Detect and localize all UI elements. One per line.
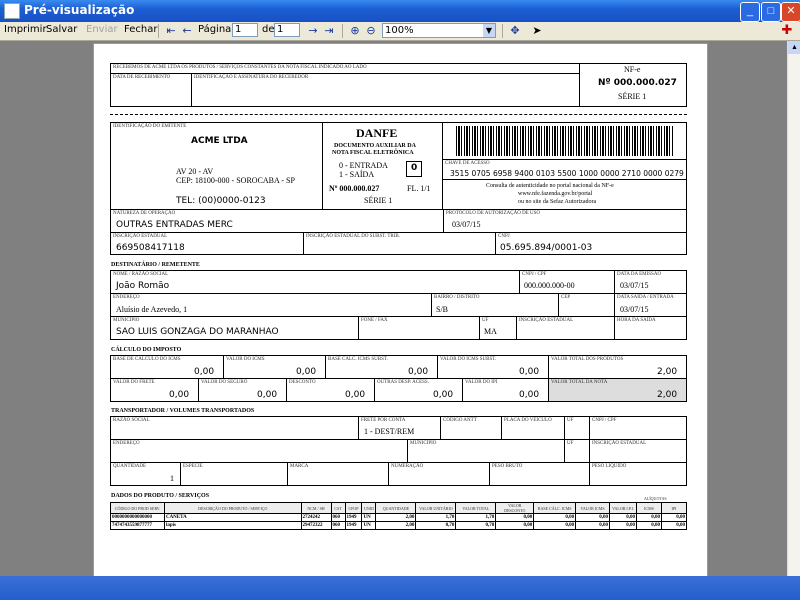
- danfe-sub2: NOTA FISCAL ELETRÔNICA: [332, 150, 414, 156]
- dest-mun-label: MUNICÍPIO: [113, 318, 140, 323]
- ie-valor: 669508417118: [116, 243, 185, 253]
- table-cell: 060: [331, 522, 345, 530]
- save-button[interactable]: Salvar: [46, 24, 78, 35]
- column-header: VALOR ICMS: [576, 503, 610, 514]
- transp-uf2-label: UF: [567, 441, 574, 446]
- assinatura-label: IDENTIFICAÇÃO E ASSINATURA DO RECEBEDOR: [194, 75, 309, 80]
- emitente-nome: ACME LTDA: [191, 136, 248, 146]
- imp1-label: VALOR TOTAL DOS PRODUTOS: [551, 357, 624, 362]
- danfe-entrada: 0 - ENTRADA: [339, 161, 388, 170]
- dest-nome: João Romão: [116, 281, 170, 291]
- table-cell: 0,00: [661, 522, 686, 530]
- zoom-in-icon[interactable]: ⊕: [350, 24, 360, 37]
- aliquotas-label: ALÍQUOTAS: [644, 496, 667, 501]
- dest-endereco: Aluísio de Azevedo, 1: [116, 305, 188, 314]
- canhoto-nfe: NF-e: [624, 65, 641, 74]
- last-page-icon[interactable]: ⇥: [324, 24, 334, 37]
- table-cell: 0,00: [534, 522, 576, 530]
- table-cell: 0,00: [576, 514, 610, 522]
- danfe-page: [93, 43, 708, 576]
- dest-fone-label: FONE / FAX: [361, 318, 388, 323]
- table-cell: 1,70: [456, 514, 496, 522]
- transp-cnpj-label: CNPJ / CPF: [592, 418, 617, 423]
- transp-num-label: NUMERAÇÃO: [391, 464, 424, 469]
- transp-qtd-label: QUANTIDADE: [113, 464, 147, 469]
- danfe-saida: 1 - SAÍDA: [339, 170, 375, 179]
- column-header: IPI: [661, 503, 686, 514]
- dest-saida-label: DATA SAÍDA / ENTRADA: [617, 295, 674, 300]
- emitente-tel: TEL: (00)0000-0123: [176, 196, 266, 206]
- column-header: CFOP: [345, 503, 362, 514]
- danfe-serie: SÉRIE 1: [364, 196, 393, 205]
- column-header: ICMS: [636, 503, 661, 514]
- imp2-value: 0,00: [345, 390, 366, 400]
- consulta-1: Consulta de autenticidade no portal nacional da NF-e: [486, 183, 614, 189]
- taskbar: [0, 576, 800, 600]
- minimize-button[interactable]: _: [740, 2, 760, 22]
- zoom-value: 100%: [385, 25, 414, 36]
- emitente-endereco: AV 20 - AV: [176, 167, 214, 176]
- of-label: de: [262, 24, 275, 35]
- vertical-scrollbar[interactable]: [787, 41, 800, 576]
- table-cell: 2,00: [376, 522, 416, 530]
- column-header: VALOR DESCONTO: [496, 503, 534, 514]
- close-button[interactable]: Fechar: [124, 24, 158, 35]
- consulta-2: www.nfe.fazenda.gov.br/portal: [518, 191, 593, 197]
- table-cell: UN: [362, 522, 376, 530]
- table-cell: 0,70: [456, 522, 496, 530]
- imp1-value: 0,00: [519, 367, 540, 377]
- table-cell: 060: [331, 514, 345, 522]
- dest-uf-label: UF: [482, 318, 489, 323]
- imposto-section: CÁLCULO DO IMPOSTO: [111, 347, 182, 353]
- scroll-up-icon[interactable]: ▲: [788, 41, 800, 54]
- table-cell: 2,00: [376, 514, 416, 522]
- first-page-icon[interactable]: ⇤: [166, 24, 176, 37]
- chevron-down-icon[interactable]: ▼: [483, 24, 495, 37]
- data-receb-label: DATA DE RECEBIMENTO: [113, 75, 171, 80]
- dest-ie-label: INSCRIÇÃO ESTADUAL: [519, 318, 574, 323]
- dest-emissao: 03/07/15: [620, 281, 649, 290]
- dest-cnpj: 000.000.000-00: [524, 281, 575, 290]
- dest-bairro: S/B: [436, 305, 449, 314]
- table-row: [111, 514, 687, 522]
- toolbar-separator: [158, 24, 159, 38]
- imp2-value: 0,00: [519, 390, 540, 400]
- natureza-valor: OUTRAS ENTRADAS MERC: [116, 220, 233, 230]
- transp-end-cell: [110, 439, 408, 463]
- page-number-input[interactable]: 1: [232, 23, 258, 37]
- transp-antt-label: CÓDIGO ANTT: [443, 418, 477, 423]
- danfe-title: DANFE: [356, 126, 398, 140]
- app-icon: [4, 3, 20, 19]
- dest-municipio: SAO LUIS GONZAGA DO MARANHAO: [116, 327, 279, 337]
- dest-cnpj-label: CNPJ / CPF: [522, 272, 547, 277]
- table-cell: CANETA: [164, 514, 301, 522]
- destinatario-section: DESTINATÁRIO / REMETENTE: [111, 262, 200, 268]
- table-cell: UN: [362, 514, 376, 522]
- imp2-value: 0,00: [257, 390, 278, 400]
- next-page-icon[interactable]: →: [308, 24, 318, 37]
- imp1-label: BASE CÁLC. ICMS SUBST.: [328, 357, 388, 362]
- dest-nome-label: NOME / RAZÃO SOCIAL: [113, 272, 169, 277]
- transp-marca-label: MARCA: [290, 464, 309, 469]
- table-cell: 0,00: [496, 514, 534, 522]
- pan-tool-icon[interactable]: ✥: [510, 24, 520, 37]
- table-cell: 29472322: [301, 522, 331, 530]
- window-title: Pré-visualização: [24, 3, 135, 17]
- zoom-out-icon[interactable]: ⊖: [366, 24, 376, 37]
- column-header: CÓDIGO DO PROD SERV.: [111, 503, 165, 514]
- emitente-cep: CEP: 18100-000 - SOROCABA - SP: [176, 176, 295, 185]
- column-header: VALOR I.P.I.: [610, 503, 637, 514]
- page-count-field: 1: [274, 23, 300, 37]
- protocolo-valor: 03/07/15: [452, 220, 481, 229]
- previous-page-icon[interactable]: ←: [182, 24, 192, 37]
- close-window-button[interactable]: ✕: [781, 2, 800, 22]
- transp-ie-label: INSCRIÇÃO ESTADUAL: [592, 441, 647, 446]
- canhoto-serie: SÉRIE 1: [618, 92, 647, 101]
- chave-valor: 3515 0705 6958 9400 0103 5500 1000 0000 2710 0000 0279: [450, 169, 684, 178]
- transp-liq-label: PESO LÍQUIDO: [592, 464, 627, 469]
- table-header-row: [111, 503, 687, 514]
- produtos-section: DADOS DO PRODUTO / SERVIÇOS: [111, 493, 210, 499]
- select-tool-icon[interactable]: ➤: [532, 24, 542, 37]
- imp2-label: OUTRAS DESP. ACESS.: [377, 380, 429, 385]
- emitente-label: IDENTIFICAÇÃO DO EMITENTE: [113, 124, 187, 129]
- table-cell: 0,00: [636, 514, 661, 522]
- transp-end-label: ENDEREÇO: [113, 441, 140, 446]
- dest-uf: MA: [484, 327, 497, 336]
- dest-cep-label: CEP: [561, 295, 571, 300]
- table-cell: lapis: [164, 522, 301, 530]
- zoom-select[interactable]: [382, 23, 496, 38]
- imp2-label: VALOR TOTAL DA NOTA: [551, 380, 608, 385]
- table-cell: 0,00: [661, 514, 686, 522]
- transp-qtd: 1: [170, 474, 174, 483]
- table-cell: 0000000000000000: [111, 514, 165, 522]
- imp2-value: 0,00: [433, 390, 454, 400]
- maximize-button[interactable]: □: [761, 2, 781, 22]
- column-header: DESCRIÇÃO DO PRODUTO / SERVIÇO: [164, 503, 301, 514]
- table-cell: 0,00: [610, 522, 637, 530]
- dest-bairro-label: BAIRRO / DISTRITO: [434, 295, 480, 300]
- table-cell: 1949: [345, 522, 362, 530]
- danfe-folha: FL. 1/1: [407, 184, 431, 193]
- imp2-label: VALOR DO SEGURO: [201, 380, 248, 385]
- table-cell: 0,00: [576, 522, 610, 530]
- canhoto-cut-line: [110, 114, 687, 115]
- danfe-tipo: 0: [411, 163, 418, 173]
- dest-end-label: ENDEREÇO: [113, 295, 140, 300]
- imp1-value: 2,00: [657, 367, 678, 377]
- transp-uf-label: UF: [567, 418, 574, 423]
- window-titlebar: [0, 0, 800, 22]
- imp1-value: 0,00: [194, 367, 215, 377]
- natureza-label: NATUREZA DE OPERAÇÃO: [113, 211, 176, 216]
- column-header: VALOR TOTAL: [456, 503, 496, 514]
- toolbar-separator: [502, 24, 503, 38]
- preview-toolbar: [0, 22, 800, 41]
- column-header: NCM / SH: [301, 503, 331, 514]
- column-header: QUANTIDADE: [376, 503, 416, 514]
- cnpj-label: CNPJ: [498, 234, 510, 239]
- imp2-label: VALOR DO FRETE: [113, 380, 155, 385]
- imp1-label: VALOR DO ICMS SUBST.: [440, 357, 497, 362]
- page-label: Página: [198, 24, 232, 35]
- protocolo-label: PROTOCOLO DE AUTORIZAÇÃO DE USO: [446, 211, 540, 216]
- table-cell: 0,00: [496, 522, 534, 530]
- dest-saida: 03/07/15: [620, 305, 649, 314]
- column-header: UNID: [362, 503, 376, 514]
- ie-label: INSCRIÇÃO ESTADUAL: [113, 234, 168, 239]
- table-cell: 1949: [345, 514, 362, 522]
- canhoto-numero: Nº 000.000.027: [598, 78, 677, 88]
- dest-hora-label: HORA DA SAÍDA: [617, 318, 656, 323]
- cnpj-valor: 05.695.894/0001-03: [500, 243, 593, 253]
- table-cell: 0,00: [534, 514, 576, 522]
- table-cell: 0,70: [416, 522, 456, 530]
- danfe-sub1: DOCUMENTO AUXILIAR DA: [334, 143, 416, 149]
- transp-razao-label: RAZÃO SOCIAL: [113, 418, 150, 423]
- transportador-section: TRANSPORTADOR / VOLUMES TRANSPORTADOS: [111, 408, 255, 414]
- transp-mun-label: MUNICÍPIO: [410, 441, 437, 446]
- table-row: [111, 522, 687, 530]
- transp-especie-label: ESPÉCIE: [183, 464, 203, 469]
- canhoto-recebemos: RECEBEMOS DE ACME LTDA OS PRODUTOS / SERVIÇOS CONSTANTES DA NOTA FISCAL INDICADO AO LADO: [113, 65, 367, 70]
- column-header: BASE CÁLC. ICMS: [534, 503, 576, 514]
- imp1-label: BASE DE CÁLCULO DO ICMS: [113, 357, 181, 362]
- report-logo-icon: ✚: [781, 23, 793, 38]
- imp2-value: 2,00: [657, 390, 678, 400]
- imp1-value: 0,00: [408, 367, 429, 377]
- transp-frete: 1 - DEST/REM: [364, 427, 415, 436]
- transp-frete-label: FRETE POR CONTA: [361, 418, 406, 423]
- dest-nome-cell: [110, 270, 520, 294]
- barcode-image: [456, 126, 674, 156]
- table-cell: 0,00: [636, 522, 661, 530]
- column-header: CST: [331, 503, 345, 514]
- table-cell: 1,70: [416, 514, 456, 522]
- produtos-table: [110, 502, 687, 530]
- transp-bruto-label: PESO BRUTO: [492, 464, 523, 469]
- transp-placa-label: PLACA DO VEÍCULO: [504, 418, 552, 423]
- chave-label: CHAVE DE ACESSO: [445, 161, 490, 166]
- table-cell: 7474743559877777: [111, 522, 165, 530]
- preview-viewport[interactable]: [0, 41, 787, 576]
- column-header: VALOR UNITÁRIO: [416, 503, 456, 514]
- imp2-label: DESCONTO: [289, 380, 316, 385]
- imp2-label: VALOR DO IPI: [465, 380, 498, 385]
- danfe-numero: Nº 000.000.027: [329, 184, 380, 193]
- imp1-label: VALOR DO ICMS: [226, 357, 265, 362]
- table-cell: 2724242: [301, 514, 331, 522]
- print-button[interactable]: Imprimir: [4, 24, 47, 35]
- consulta-3: ou no site da Sefaz Autorizadora: [518, 199, 597, 205]
- toolbar-separator: [342, 24, 343, 38]
- dest-emissao-label: DATA DA EMISSÃO: [617, 272, 662, 277]
- imp2-value: 0,00: [169, 390, 190, 400]
- send-button[interactable]: Enviar: [86, 24, 118, 35]
- imp1-value: 0,00: [296, 367, 317, 377]
- table-cell: 0,00: [610, 514, 637, 522]
- iest-label: INSCRIÇÃO ESTADUAL DO SUBST. TRIB.: [306, 234, 400, 239]
